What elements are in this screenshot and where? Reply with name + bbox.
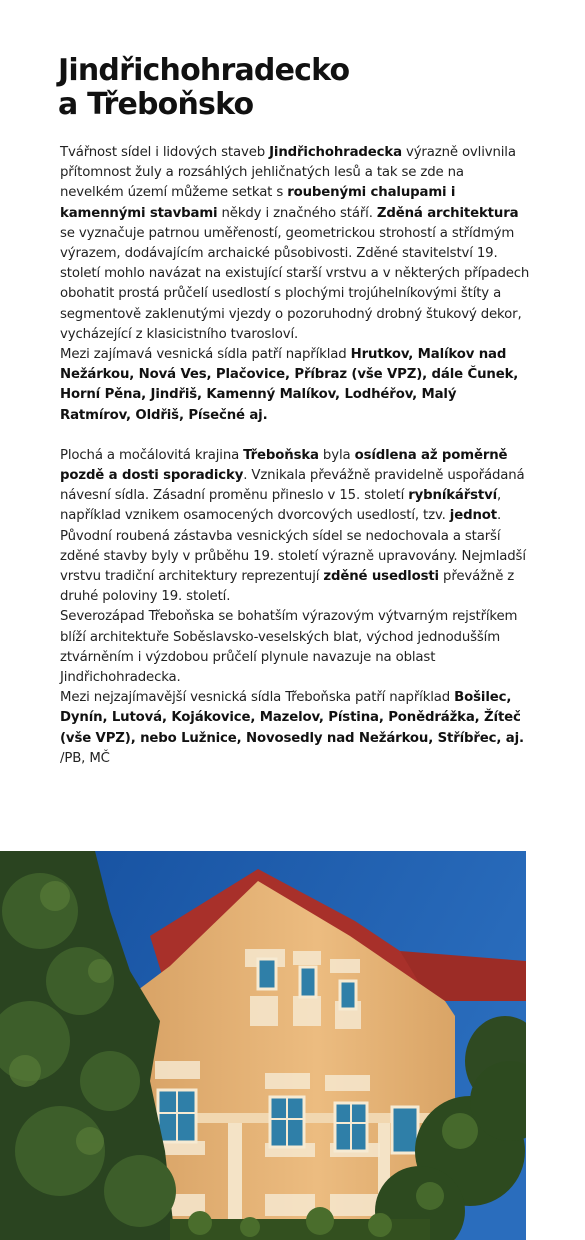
highlight-building-types: roubenými chalupami i kamennými stavbami [60, 185, 456, 221]
text-span: Tvářnost sídel i lidových staveb [60, 145, 270, 160]
article-body [60, 143, 530, 769]
paragraph-northwest: Severozápad Třeboňska se bohatším výrazovým výtvarným rejstříkem blíží architektuře Soběslavsko-veselských blat, východ jednodušším ztvárněním i výzdobou průčelí plynule navazuje na oblast Jindřichohradecka. [60, 609, 518, 686]
paragraph-villages-tr [60, 688, 530, 769]
text-span: se vyznačuje patrnou uměřeností, geometrickou strohostí a střídmým výrazem, dodávajícím archaické působivosti. Zděné stavitelství 19. století mohlo navázat na existující starší vrstvu a v některých případech obohatit prostá průčelí usedlostí s plochými trojúhelníkovými štíty a segmentově zaklenutými vjezdy o pozoruhodný drobný štukový dekor, vycházející z klasicistního tvarosloví. [60, 225, 530, 342]
text-span: . Vznikala převážně pravidelně uspořádaná návesní sídla. Zásadní proměnu přineslo v 15. století [60, 468, 525, 504]
village-list-tr: Bošilec, Dynín, Lutová, Kojákovice, Mazelov, Pístina, Ponědrážka, Žíteč (vše VPZ), nebo Lužnice, Novosedly nad Nežárkou, Stříbřec, aj. [60, 690, 524, 746]
text-span: někdy i značného stáří. [217, 205, 377, 221]
highlight-region: Jindřichohradecka [269, 145, 402, 160]
text-span: výrazně ovlivnila přítomnost žuly a rozsáhlých jehličnatých lesů a tak se zde na nevelkém území můžeme setkat s [60, 145, 516, 201]
paragraph-villages-jh [60, 345, 530, 426]
text-span: převážně z druhé poloviny 19. století. [60, 569, 515, 605]
paragraph-trebonsko [60, 446, 530, 608]
highlight-settlement: osídlena až poměrně pozdě a dosti sporadicky [60, 447, 508, 484]
paragraph-jindrichohradecko [60, 143, 530, 345]
author-initials: /PB, MČ [60, 750, 110, 766]
highlight-jednoty: jednot [449, 508, 497, 524]
text-span: , například vznikem osamocených dvorcových usedlostí, tzv. [60, 488, 502, 524]
highlight-farmsteads: zděné usedlosti [323, 569, 439, 585]
text-span: . Původní roubená zástavba vesnických sídel se nedochovala a starší zděné stavby byly v průběhu 19. století výrazně upravovány. Nejmladší vrstvu tradiční architektury reprezentují [60, 508, 526, 585]
highlight-fishponds: rybníkářství [408, 488, 498, 504]
title-line-1: Jindřichohradecko [58, 53, 350, 88]
highlight-region: Třeboňska [243, 447, 319, 463]
village-list-jh: Hrutkov, Malíkov nad Nežárkou, Nová Ves, Plačovice, Příbraz (vše VPZ), dále Čunek, Horní Pěna, Jindřiš, Kamenný Malíkov, Lodhéřov, Malý Ratmírov, Oldřiš, Písečné aj. [60, 347, 519, 423]
farmhouse-photo [0, 851, 526, 1240]
page-title [58, 54, 558, 122]
text-span: byla [318, 447, 355, 463]
title-line-2: a Třeboňsko [58, 87, 254, 122]
text-span: Mezi zajímavá vesnická sídla patří například [60, 347, 351, 363]
text-span: Plochá a močálovitá krajina [60, 447, 244, 463]
highlight-masonry: Zděná architektura [376, 205, 519, 221]
text-span: Mezi nejzajímavější vesnická sídla Třeboňska patří například [60, 690, 455, 706]
